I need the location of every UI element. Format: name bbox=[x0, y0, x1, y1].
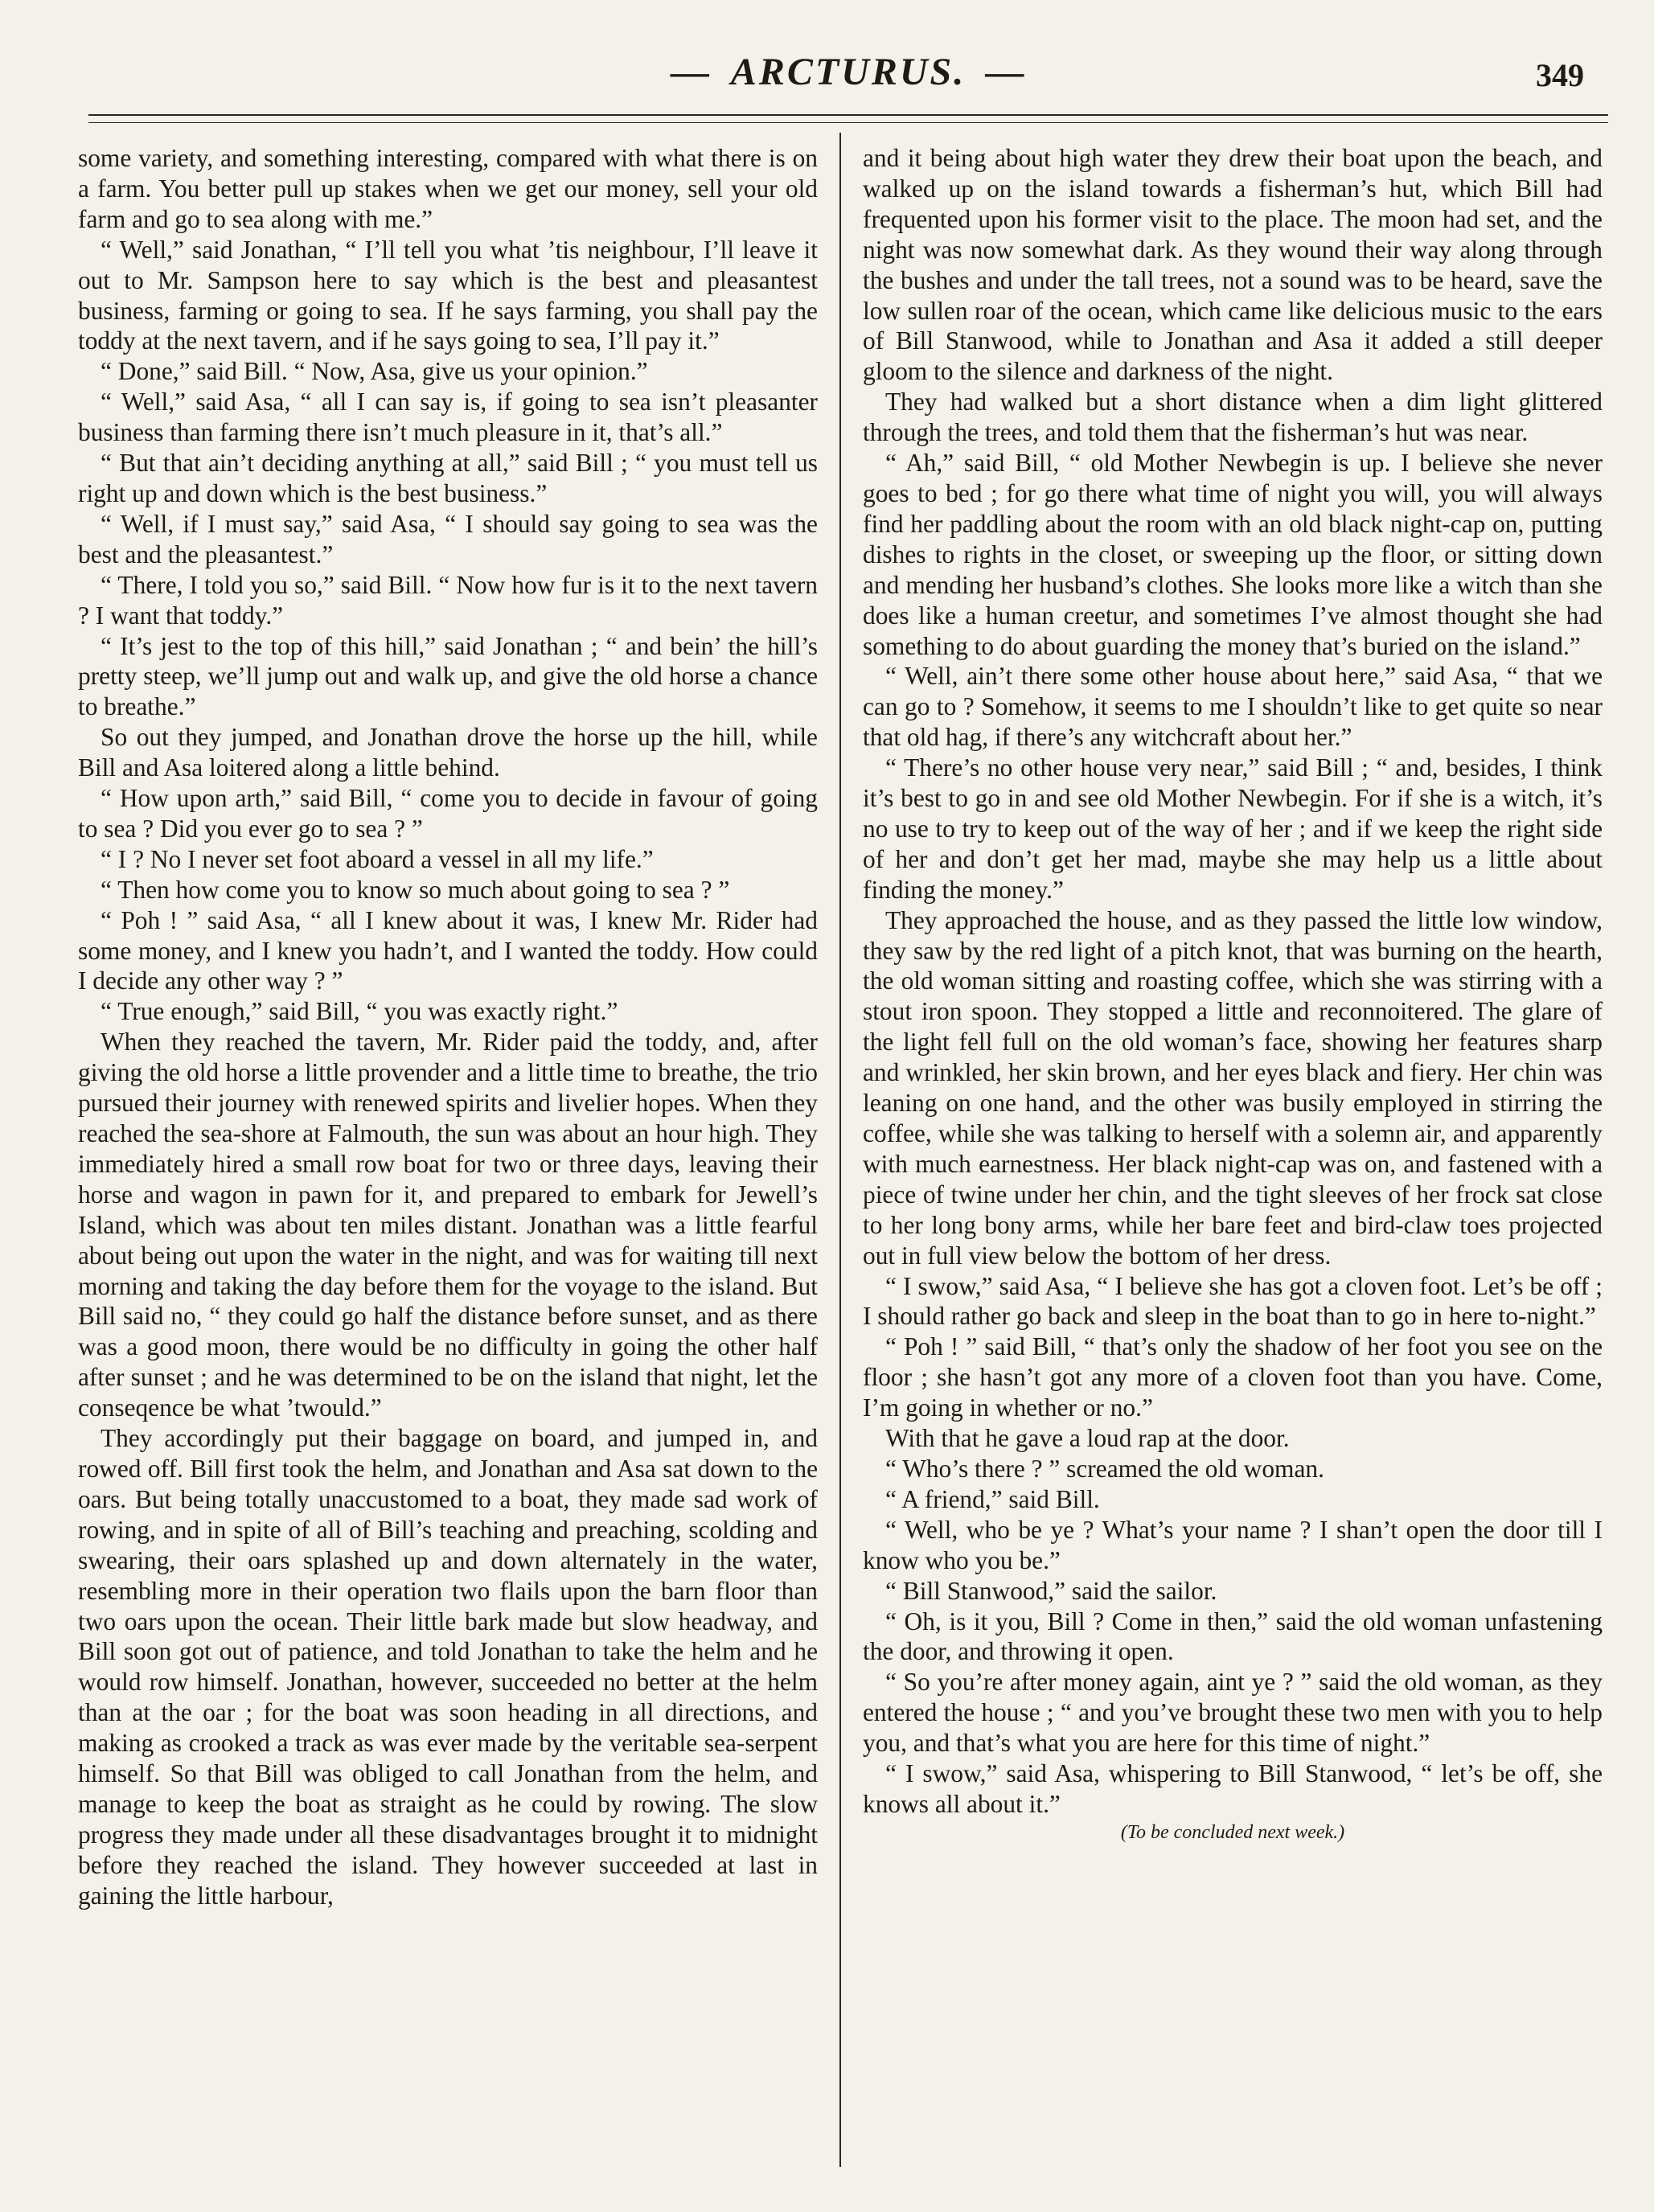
paragraph: “ There’s no other house very near,” said Bill ; “ and, besides, I think it’s best to go in and see old Mother Newbegin. For if she is a witch, it’s no use to try to keep out of the way of her ; and if we keep the right side of her and don’t get her mad, maybe she may help us a little about finding the money.” bbox=[863, 753, 1603, 904]
paragraph: “ Who’s there ? ” screamed the old woman. bbox=[885, 1454, 1324, 1483]
left-column bbox=[78, 143, 818, 1911]
paragraph: “ A friend,” said Bill. bbox=[885, 1484, 1100, 1513]
paragraph: “ Ah,” said Bill, “ old Mother Newbegin is up. I believe she never goes to bed ; for go there what time of night you will, you will always find her paddling about the room with an old black night-cap on, putting dishes to rights in the closet, or sweeping up the floor, or sitting down and mending her husband’s clothes. She looks more like a witch than she does like a human creetur, and sometimes I’ve almost thought she had something to do about guarding the money that’s buried on the island.” bbox=[863, 449, 1603, 660]
paragraph: “ I swow,” said Asa, “ I believe she has got a cloven foot. Let’s be off ; I should rather go back and sleep in the boat than to go in here to-night.” bbox=[863, 1271, 1603, 1331]
paragraph: So out they jumped, and Jonathan drove the horse up the hill, while Bill and Asa loitered along a little behind. bbox=[78, 723, 818, 782]
paragraph: “ Done,” said Bill. “ Now, Asa, give us your opinion.” bbox=[101, 357, 648, 386]
to-be-continued-note: (To be concluded next week.) bbox=[1120, 1821, 1345, 1843]
column-divider bbox=[839, 133, 841, 2167]
paragraph: “ Bill Stanwood,” said the sailor. bbox=[885, 1576, 1217, 1605]
paragraph: “ I ? No I never set foot aboard a vessel in all my life.” bbox=[101, 844, 654, 873]
paragraph: “ So you’re after money again, aint ye ? ” said the old woman, as they entered the house ; “ and you’ve brought these two men with you to help you, and that’s what you are here for this time of night.” bbox=[863, 1668, 1603, 1758]
paragraph: “ There, I told you so,” said Bill. “ Now how fur is it to the next tavern ? I want that toddy.” bbox=[78, 570, 818, 630]
paragraph: “ I swow,” said Asa, whispering to Bill Stanwood, “ let’s be off, she knows all about it.” bbox=[863, 1759, 1603, 1818]
paragraph: “ Well, who be ye ? What’s your name ? I shan’t open the door till I know who you be.” bbox=[863, 1515, 1603, 1574]
paragraph: “ Poh ! ” said Bill, “ that’s only the shadow of her foot you see on the floor ; she hasn’t got any more of a cloven foot than you have. Come, I’m going in whether or no.” bbox=[863, 1332, 1603, 1422]
paragraph: “ Poh ! ” said Asa, “ all I knew about it was, I knew Mr. Rider had some money, and I knew you hadn’t, and I wanted the toddy. How could I decide any other way ? ” bbox=[78, 905, 818, 995]
page-number: 349 bbox=[1536, 57, 1584, 93]
paragraph: They accordingly put their baggage on board, and jumped in, and rowed off. Bill first took the helm, and Jonathan and Asa sat down to the oars. But being totally unaccustomed to a boat, they made sad work of rowing, and in spite of all of Bill’s teaching and preaching, scolding and swearing, their oars splashed up and down alternately in the water, resembling more in their operation two flails upon the barn floor than two oars upon the ocean. Their little bark made but slow headway, and Bill soon got out of patience, and told Jonathan to take the helm and he would row himself. Jonathan, however, succeeded no better at the helm than at the oar ; for the boat was soon heading in all directions, and making as crooked a track as was ever made by the veritable sea-serpent himself. So that Bill was obliged to call Jonathan from the helm, and manage to keep the boat as straight as he could by rowing. The slow progress they made under all these disadvantages brought it to midnight before they reached the island. They however succeeded at last in gaining the little harbour, bbox=[78, 1424, 818, 1910]
paragraph: With that he gave a loud rap at the door. bbox=[885, 1424, 1290, 1453]
title-text: ARCTURUS. bbox=[730, 51, 967, 93]
paragraph: “ Well, ain’t there some other house about here,” said Asa, “ that we can go to ? Somehow, it seems to me I shouldn’t like to get quite so near that old hag, if there’s any witchcraft about her.” bbox=[863, 662, 1603, 752]
paragraph: “ How upon arth,” said Bill, “ come you to decide in favour of going to sea ? Did you ever go to sea ? ” bbox=[78, 784, 818, 843]
running-head bbox=[88, 50, 1608, 114]
paragraph: “ Well, if I must say,” said Asa, “ I should say going to sea was the best and the pleasantest.” bbox=[78, 509, 818, 568]
paragraph: They had walked but a short distance when a dim light glittered through the trees, and told them that the fisherman’s hut was near. bbox=[863, 388, 1603, 447]
paragraph: They approached the house, and as they passed the little low window, they saw by the red light of a pitch knot, that was burning on the hearth, the old woman sitting and roasting coffee, which she was stirring with a stout iron spoon. They stopped a little and reconnoitered. The glare of the light fell full on the old woman’s face, showing her features sharp and wrinkled, her skin brown, and her eyes black and fiery. Her chin was leaning on one hand, and the other was busily employed in stirring the coffee, while she was talking to herself with a solemn air, and apparently with much earnestness. Her black night-cap was on, and fastened with a piece of twine under her chin, and the tight sleeves of her frock sat close to her long bony arms, while her bare feet and bird-claw toes projected out in full view below the bottom of her dress. bbox=[863, 905, 1603, 1270]
paragraph: “ Oh, is it you, Bill ? Come in then,” said the old woman unfastening the door, and throwing it open. bbox=[863, 1607, 1603, 1666]
right-column bbox=[863, 143, 1603, 1845]
header-rule-thick bbox=[88, 114, 1608, 116]
title-dash-right: — bbox=[985, 51, 1027, 93]
paragraph: some variety, and something interesting, compared with what there is on a farm. You better pull up stakes when we get our money, sell your old farm and go to sea along with me.” bbox=[78, 144, 818, 233]
paragraph: “ True enough,” said Bill, “ you was exactly right.” bbox=[101, 997, 618, 1026]
paragraph: “ Then how come you to know so much about going to sea ? ” bbox=[101, 875, 730, 904]
paragraph: When they reached the tavern, Mr. Rider paid the toddy, and, after giving the old horse a little provender and a little time to breathe, the trio pursued their journey with renewed spirits and livelier hopes. When they reached the sea-shore at Falmouth, the sun was about an hour high. They immediately hired a small row boat for two or three days, leaving their horse and wagon in pawn for it, and prepared to embark for Jewell’s Island, which was about ten miles distant. Jonathan was a little fearful about being out upon the water in the night, and was for waiting till next morning and taking the day before them for the voyage to the island. But Bill said no, “ they could go half the distance before sunset, and as there was a good moon, there would be no difficulty in going the other half after sunset ; and he was determined to be on the island that night, let the conseqence be what ’twould.” bbox=[78, 1028, 818, 1422]
magazine-title bbox=[88, 50, 1608, 94]
paragraph: “ But that ain’t deciding anything at all,” said Bill ; “ you must tell us right up and down which is the best business.” bbox=[78, 449, 818, 507]
paragraph: “ Well,” said Asa, “ all I can say is, if going to sea isn’t pleasanter business than farming there isn’t much pleasure in it, that’s all.” bbox=[78, 388, 818, 447]
paragraph: “ It’s jest to the top of this hill,” said Jonathan ; “ and bein’ the hill’s pretty steep, we’ll jump out and walk up, and give the old horse a chance to breathe.” bbox=[78, 631, 818, 721]
header-rule-thin bbox=[88, 122, 1608, 123]
title-dash-left: — bbox=[670, 51, 712, 93]
paragraph: and it being about high water they drew their boat upon the beach, and walked up on the island towards a fisherman’s hut, which Bill had frequented upon his former visit to the place. The moon had set, and the night was now somewhat dark. As they wound their way along through the bushes and under the tall trees, not a sound was to be heard, save the low sullen roar of the ocean, which came like delicious music to the ears of Bill Stanwood, while to Jonathan and Asa it added a still deeper gloom to the silence and darkness of the night. bbox=[863, 144, 1603, 386]
paragraph: “ Well,” said Jonathan, “ I’ll tell you what ’tis neighbour, I’ll leave it out to Mr. Sampson here to say which is the best and pleasantest business, farming or going to sea. If he says farming, you shall pay the toddy at the next tavern, and if he says going to sea, I’ll pay it.” bbox=[78, 235, 818, 355]
